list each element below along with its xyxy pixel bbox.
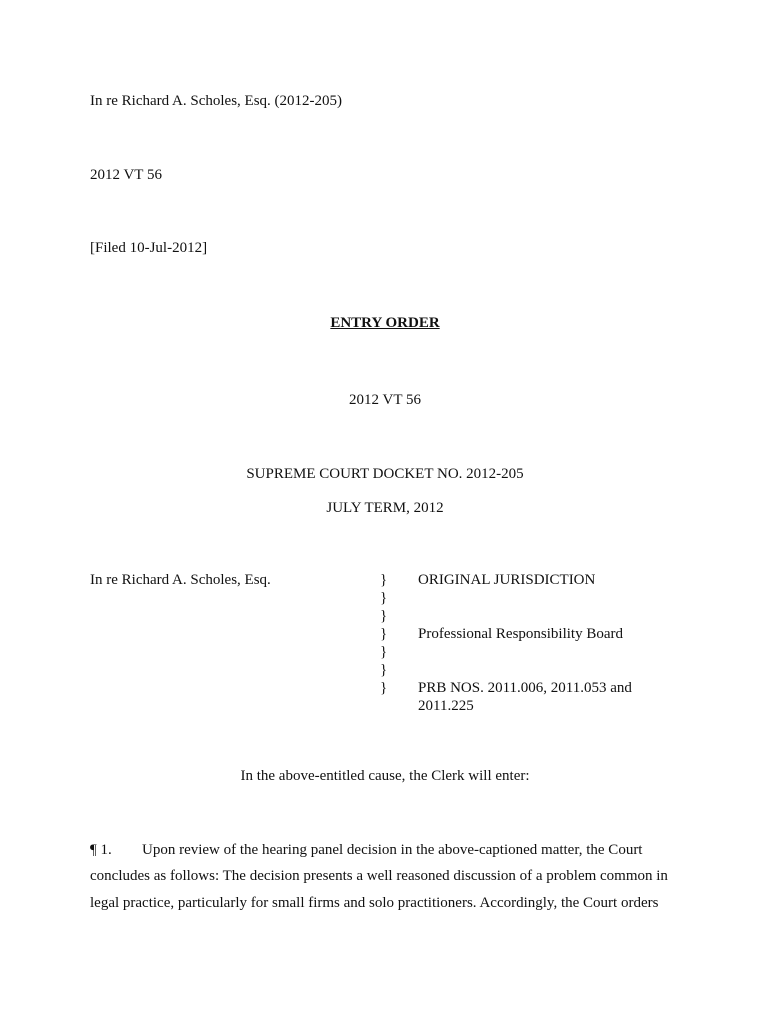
caption-brace: } [380,572,388,588]
case-title: In re Richard A. Scholes, Esq. (2012-205) [90,93,343,109]
citation-header: 2012 VT 56 [90,167,162,183]
caption-board: Professional Responsibility Board [418,626,623,642]
caption-prb-line1: PRB NOS. 2011.006, 2011.053 and [418,680,632,696]
paragraph-number: ¶ 1. [90,842,112,858]
term: JULY TERM, 2012 [326,500,444,516]
order-citation: 2012 VT 56 [349,392,421,408]
caption-prb-line2: 2011.225 [418,698,474,714]
caption-brace: } [380,626,388,642]
intro-sentence: In the above-entitled cause, the Clerk will enter: [240,768,530,784]
paragraph-text: Upon review of the hearing panel decision in the above-captioned matter, the Court [142,842,643,858]
caption-brace: } [380,590,388,606]
filed-date: [Filed 10-Jul-2012] [90,240,208,256]
caption-party: In re Richard A. Scholes, Esq. [90,572,271,588]
caption-brace-column [380,571,387,697]
caption-brace: } [380,662,388,678]
caption-brace: } [380,680,388,696]
paragraph-1-line-3: legal practice, particularly for small firms and solo practitioners. Accordingly, the Court orders [90,895,659,911]
docket-number: SUPREME COURT DOCKET NO. 2012-205 [246,466,524,482]
paragraph-1-line-1 [90,841,685,859]
entry-order-heading: ENTRY ORDER [330,315,440,331]
caption-brace: } [380,608,388,624]
caption-jurisdiction: ORIGINAL JURISDICTION [418,572,596,588]
paragraph-1-line-2: concludes as follows: The decision presents a well reasoned discussion of a problem common in [90,868,668,884]
caption-brace: } [380,644,388,660]
